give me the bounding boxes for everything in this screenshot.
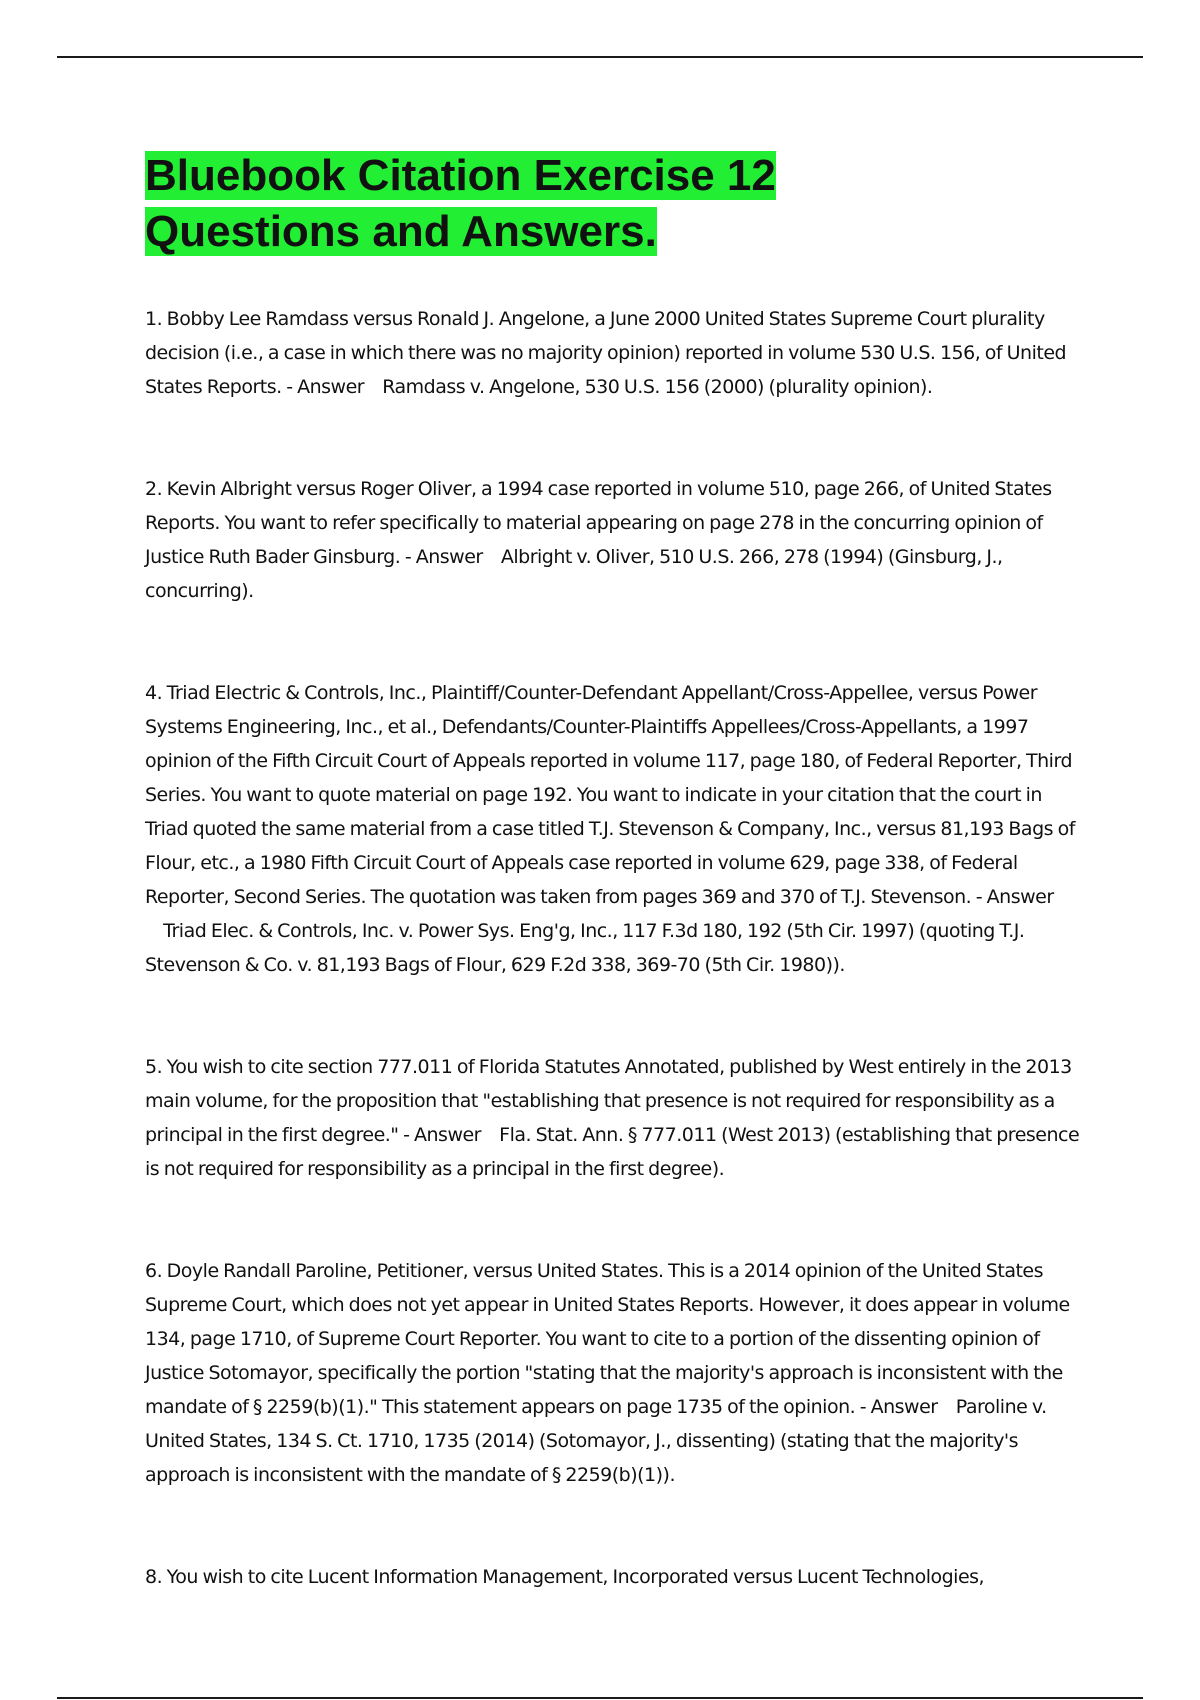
footer-rule [57, 1697, 1143, 1699]
title-line-2: Questions and Answers. [145, 207, 657, 256]
question-text: 2. Kevin Albright versus Roger Oliver, a 1994 case reported in volume 510, page 266, of United States Reports. You want to refer specifically to material appearing on page 278 in the concurring opinion of Justice Ruth Bader Ginsburg. [145, 478, 1052, 568]
header-rule [57, 56, 1143, 58]
answer-label: - Answer [859, 1396, 938, 1418]
qa-item-6 [145, 1254, 1085, 1492]
document-body [145, 148, 1085, 1662]
answer-text: Albright v. Oliver, 510 U.S. 266, 278 (1994) (Ginsburg, J., concurring). [145, 546, 1003, 602]
answer-label: - Answer [975, 886, 1054, 908]
title-line-1: Bluebook Citation Exercise 12 [145, 151, 776, 200]
answer-text: Fla. Stat. Ann. § 777.011 (West 2013) (establishing that presence is not required for responsibility as a principal in the first degree). [145, 1124, 1080, 1180]
question-text: 6. Doyle Randall Paroline, Petitioner, versus United States. This is a 2014 opinion of the United States Supreme Court, which does not yet appear in United States Reports. However, it does appear in volume 134, page 1710, of Supreme Court Reporter. You want to cite to a portion of the dissenting opinion of Justice Sotomayor, specifically the portion "stating that the majority's approach is inconsistent with the mandate of § 2259(b)(1)." This statement appears on page 1735 of the opinion. [145, 1260, 1070, 1418]
answer-label: - Answer [404, 546, 483, 568]
qa-item-1 [145, 302, 1085, 404]
answer-text: Ramdass v. Angelone, 530 U.S. 156 (2000) (plurality opinion). [382, 376, 933, 398]
question-text: 5. You wish to cite section 777.011 of Florida Statutes Annotated, published by West entirely in the 2013 main volume, for the proposition that "establishing that presence is not required for responsibility as a principal in the first degree." [145, 1056, 1072, 1146]
answer-label: - Answer [286, 376, 365, 398]
answer-label: - Answer [403, 1124, 481, 1146]
question-text: 8. You wish to cite Lucent Information Management, Incorporated versus Lucent Technologies, [145, 1566, 985, 1588]
document-title [145, 148, 1085, 260]
question-text: 4. Triad Electric & Controls, Inc., Plaintiff/Counter-Defendant Appellant/Cross-Appellee, versus Power Systems Engineering, Inc., et al., Defendants/Counter-Plaintiffs Appellees/Cross-Appellants, a 1997 opinion of the Fifth Circuit Court of Appeals reported in volume 117, page 180, of Federal Reporter, Third Series. You want to quote material on page 192. You want to indicate in your citation that the court in Triad quoted the same material from a case titled T.J. Stevenson & Company, Inc., versus 81,193 Bags of Flour, etc., a 1980 Fifth Circuit Court of Appeals case reported in volume 629, page 338, of Federal Reporter, Second Series. The quotation was taken from pages 369 and 370 of T.J. Stevenson. [145, 682, 1075, 908]
qa-item-5 [145, 1050, 1085, 1186]
answer-text: Triad Elec. & Controls, Inc. v. Power Sys. Eng'g, Inc., 117 F.3d 180, 192 (5th Cir. 1997) (quoting T.J. Stevenson & Co. v. 81,193 Bags of Flour, 629 F.2d 338, 369-70 (5th Cir. 1980)). [145, 920, 1025, 976]
qa-item-4 [145, 676, 1085, 982]
qa-item-8 [145, 1560, 1085, 1594]
title-highlight [145, 151, 776, 256]
answer-text: Paroline v. United States, 134 S. Ct. 1710, 1735 (2014) (Sotomayor, J., dissenting) (stating that the majority's approach is inconsistent with the mandate of § 2259(b)(1)). [145, 1396, 1047, 1486]
question-text: 1. Bobby Lee Ramdass versus Ronald J. Angelone, a June 2000 United States Supreme Court plurality decision (i.e., a case in which there was no majority opinion) reported in volume 530 U.S. 156, of United States Reports. [145, 308, 1067, 398]
qa-item-2 [145, 472, 1085, 608]
